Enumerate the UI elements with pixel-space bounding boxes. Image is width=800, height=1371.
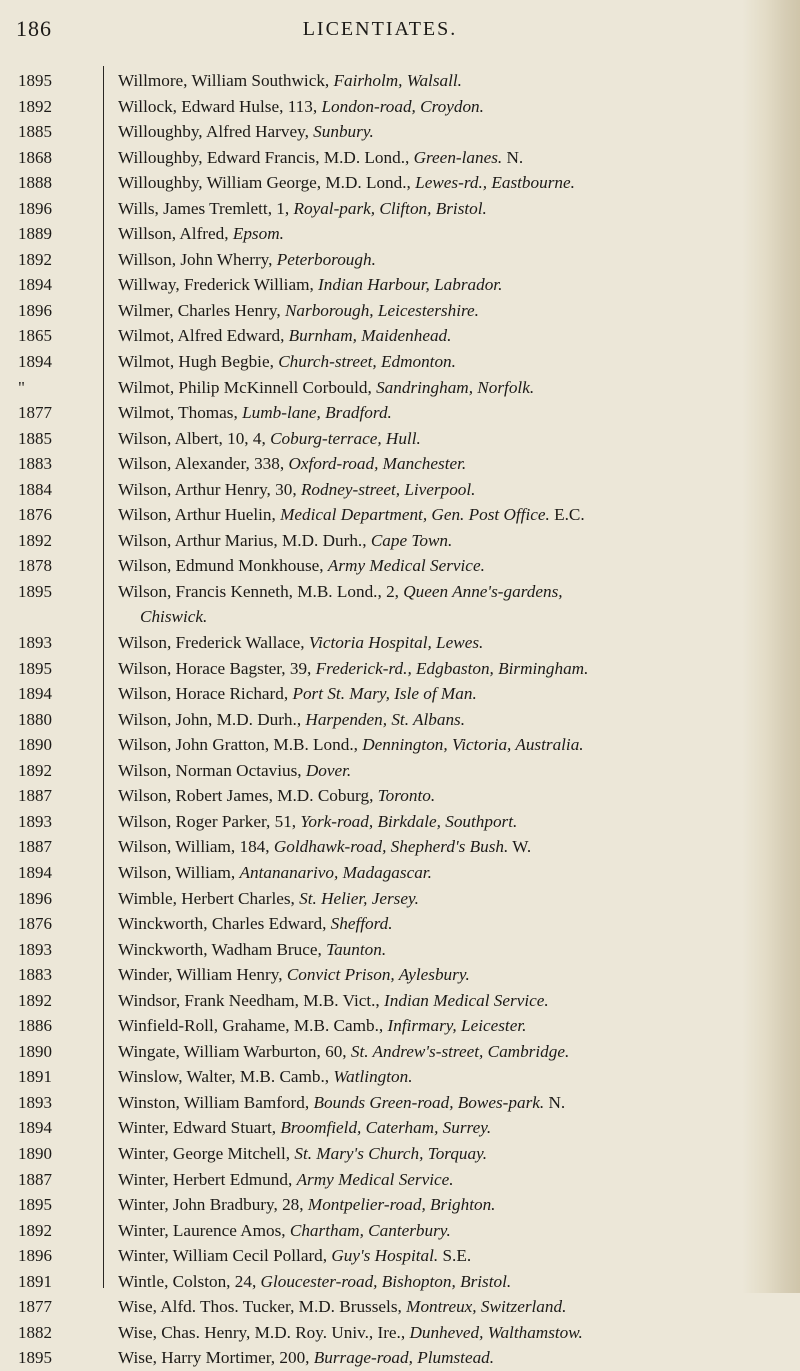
entry-name: Wilmot, Hugh Begbie, xyxy=(118,352,279,372)
entry-address: Guy's Hospital. xyxy=(331,1246,439,1266)
entry-year: 1887 xyxy=(18,786,52,806)
entry-address: Burnham, Maidenhead. xyxy=(288,326,452,346)
entry-text xyxy=(118,1090,758,1116)
list-item xyxy=(0,1218,800,1244)
entry-name: Wilson, Edmund Monkhouse, xyxy=(118,556,328,576)
entry-year: 1865 xyxy=(18,326,52,346)
list-item xyxy=(0,375,800,401)
entry-year: 1895 xyxy=(18,658,52,678)
entry-address: York-road, Birkdale, Southport. xyxy=(300,811,518,831)
entry-text xyxy=(118,68,758,94)
entry-name: Winter, William Cecil Pollard, xyxy=(118,1246,332,1266)
entry-address: Coburg-terrace, Hull. xyxy=(270,428,421,448)
entry-name: Wilson, William, 184, xyxy=(118,837,274,857)
list-item xyxy=(0,349,800,375)
list-item xyxy=(0,937,800,963)
entry-year: 1882 xyxy=(18,1322,52,1342)
entry-text xyxy=(118,221,758,247)
entry-address: Army Medical Service. xyxy=(296,1169,454,1189)
entry-name: Wimble, Herbert Charles, xyxy=(118,888,300,908)
entry-district: S.E. xyxy=(438,1246,472,1266)
list-item xyxy=(0,68,800,94)
entry-name: Winter, George Mitchell, xyxy=(118,1143,295,1163)
entry-name: Wilson, Arthur Marius, M.D. Durh., xyxy=(118,530,371,550)
entry-text xyxy=(118,298,758,324)
list-item xyxy=(0,247,800,273)
entry-name: Wilson, Horace Bagster, 39, xyxy=(118,658,316,678)
entry-name: Wills, James Tremlett, 1, xyxy=(118,198,294,218)
entry-name: Winfield-Roll, Grahame, M.B. Camb., xyxy=(118,1016,388,1036)
list-item xyxy=(0,630,800,656)
entry-text xyxy=(118,145,758,171)
entry-year: " xyxy=(18,377,25,397)
entry-text xyxy=(118,962,758,988)
entry-name: Wilson, Norman Octavius, xyxy=(118,760,306,780)
entry-year: 1896 xyxy=(18,198,52,218)
entry-year: 1892 xyxy=(18,249,52,269)
entry-address: Port St. Mary, Isle of Man. xyxy=(292,684,477,704)
list-item xyxy=(0,962,800,988)
list-item xyxy=(0,911,800,937)
entry-year: 1880 xyxy=(18,709,52,729)
entry-address: Watlington. xyxy=(333,1067,413,1087)
entry-address-continuation: Chiswick. xyxy=(140,607,208,627)
entry-name: Willock, Edward Hulse, 113, xyxy=(118,96,322,116)
list-item xyxy=(0,94,800,120)
entry-text xyxy=(118,886,758,912)
list-item xyxy=(0,681,800,707)
entry-address: Indian Harbour, Labrador. xyxy=(318,275,503,295)
entry-year: 1876 xyxy=(18,914,52,934)
entry-text xyxy=(118,119,758,145)
entry-text xyxy=(118,579,758,630)
entry-year: 1896 xyxy=(18,1246,52,1266)
entry-text xyxy=(118,988,758,1014)
list-item xyxy=(0,834,800,860)
entry-name: Wingate, William Warburton, 60, xyxy=(118,1041,351,1061)
entry-name: Willoughby, Edward Francis, M.D. Lond., xyxy=(118,147,414,167)
entry-address: Toronto. xyxy=(377,786,436,806)
entry-year: 1896 xyxy=(18,888,52,908)
entry-year: 1892 xyxy=(18,1220,52,1240)
page-number: 186 xyxy=(16,16,52,41)
entry-year: 1887 xyxy=(18,1169,52,1189)
entry-year: 1868 xyxy=(18,147,52,167)
entry-address: Oxford-road, Manchester. xyxy=(288,454,467,474)
entry-text xyxy=(118,1294,758,1320)
entry-year: 1891 xyxy=(18,1271,52,1291)
list-item xyxy=(0,1345,800,1371)
licentiate-list xyxy=(0,68,800,1371)
entry-text xyxy=(118,1167,758,1193)
entry-year: 1887 xyxy=(18,837,52,857)
entry-address: Antananarivo, Madagascar. xyxy=(239,862,432,882)
entry-name: Wilson, John, M.D. Durh., xyxy=(118,709,306,729)
entry-district: N. xyxy=(544,1092,566,1112)
entry-text xyxy=(118,681,758,707)
list-item xyxy=(0,1320,800,1346)
entry-address: Burrage-road, Plumstead. xyxy=(313,1348,495,1368)
entry-name: Wilson, Francis Kenneth, M.B. Lond., 2, xyxy=(118,581,404,601)
entry-address: Convict Prison, Aylesbury. xyxy=(286,965,470,985)
entry-name: Winter, Edward Stuart, xyxy=(118,1118,281,1138)
entry-year: 1894 xyxy=(18,862,52,882)
entry-year: 1888 xyxy=(18,173,52,193)
list-item xyxy=(0,323,800,349)
entry-name: Willway, Frederick William, xyxy=(118,275,319,295)
list-item xyxy=(0,426,800,452)
entry-text xyxy=(118,477,758,503)
list-item xyxy=(0,272,800,298)
entry-text xyxy=(118,170,758,196)
entry-name: Wintle, Colston, 24, xyxy=(118,1271,261,1291)
list-item xyxy=(0,298,800,324)
entry-text xyxy=(118,1013,758,1039)
entry-name: Willson, Alfred, xyxy=(118,224,233,244)
entry-address: Lumb-lane, Bradford. xyxy=(242,403,392,423)
entry-text xyxy=(118,1192,758,1218)
entry-year: 1896 xyxy=(18,300,52,320)
entry-text xyxy=(118,1141,758,1167)
list-item xyxy=(0,1064,800,1090)
entry-address: Sandringham, Norfolk. xyxy=(376,377,535,397)
list-item xyxy=(0,221,800,247)
entry-text xyxy=(118,732,758,758)
entry-text xyxy=(118,196,758,222)
entry-name: Windsor, Frank Needham, M.B. Vict., xyxy=(118,990,385,1010)
entry-year: 1886 xyxy=(18,1016,52,1036)
list-item xyxy=(0,145,800,171)
list-item xyxy=(0,528,800,554)
list-item xyxy=(0,1141,800,1167)
entry-year: 1883 xyxy=(18,965,52,985)
list-item xyxy=(0,656,800,682)
list-item xyxy=(0,196,800,222)
entry-name: Wilmot, Philip McKinnell Corbould, xyxy=(118,377,377,397)
entry-name: Wilson, Robert James, M.D. Coburg, xyxy=(118,786,378,806)
entry-year: 1892 xyxy=(18,530,52,550)
list-item xyxy=(0,1115,800,1141)
entry-address: Fairholm, Walsall. xyxy=(333,71,462,90)
entry-address: Goldhawk-road, Shepherd's Bush. xyxy=(273,837,509,857)
entry-address: Narborough, Leicestershire. xyxy=(284,300,479,320)
entry-text xyxy=(118,1320,758,1346)
entry-text xyxy=(118,1269,758,1295)
entry-year: 1892 xyxy=(18,990,52,1010)
entry-text xyxy=(118,528,758,554)
entry-text xyxy=(118,94,758,120)
running-head: LICENTIATES. xyxy=(302,18,458,40)
entry-year: 1895 xyxy=(18,581,52,601)
entry-address: Sunbury. xyxy=(313,122,374,142)
list-item xyxy=(0,170,800,196)
entry-name: Wilson, Arthur Henry, 30, xyxy=(118,479,301,499)
entry-name: Winckworth, Wadham Bruce, xyxy=(118,939,327,959)
entry-text xyxy=(118,451,758,477)
list-item xyxy=(0,707,800,733)
entry-name: Wilmot, Alfred Edward, xyxy=(118,326,289,346)
entry-address: Broomfield, Caterham, Surrey. xyxy=(280,1118,492,1138)
entry-text xyxy=(118,553,758,579)
entry-district: E.C. xyxy=(549,505,585,525)
entry-address: Chartham, Canterbury. xyxy=(289,1220,451,1240)
entry-district: N. xyxy=(502,147,524,167)
entry-text xyxy=(118,1218,758,1244)
list-item xyxy=(0,1013,800,1039)
entry-year: 1876 xyxy=(18,505,52,525)
list-item xyxy=(0,1167,800,1193)
entry-text xyxy=(118,247,758,273)
entry-name: Winter, Herbert Edmund, xyxy=(118,1169,297,1189)
list-item xyxy=(0,553,800,579)
entry-name: Wilson, Arthur Huelin, xyxy=(118,505,281,525)
list-item xyxy=(0,119,800,145)
entry-address: Dover. xyxy=(305,760,352,780)
entry-address: Frederick-rd., Edgbaston, Birmingham. xyxy=(315,658,589,678)
entry-text xyxy=(118,1243,758,1269)
entry-address: Army Medical Service. xyxy=(327,556,485,576)
entry-year: 1878 xyxy=(18,556,52,576)
entry-address: St. Andrew's-street, Cambridge. xyxy=(350,1041,570,1061)
entry-name: Wilson, Albert, 10, 4, xyxy=(118,428,271,448)
entry-text xyxy=(118,323,758,349)
entry-year: 1895 xyxy=(18,71,52,90)
entry-text xyxy=(118,1345,758,1371)
entry-year: 1890 xyxy=(18,735,52,755)
list-item xyxy=(0,451,800,477)
entry-address: Montreux, Switzerland. xyxy=(406,1297,567,1317)
entry-address: Epsom. xyxy=(232,224,284,244)
entry-address: Indian Medical Service. xyxy=(384,990,549,1010)
entry-address: Royal-park, Clifton, Bristol. xyxy=(293,198,487,218)
entry-year: 1894 xyxy=(18,352,52,372)
entry-address: Green-lanes. xyxy=(413,147,503,167)
entry-text xyxy=(118,707,758,733)
list-item xyxy=(0,400,800,426)
entry-name: Willmore, William Southwick, xyxy=(118,71,334,90)
entry-year: 1885 xyxy=(18,122,52,142)
entry-address: London-road, Croydon. xyxy=(321,96,484,116)
entry-year: 1895 xyxy=(18,1348,52,1368)
entry-name: Winslow, Walter, M.B. Camb., xyxy=(118,1067,334,1087)
entry-name: Winter, Laurence Amos, xyxy=(118,1220,290,1240)
entry-address: Dennington, Victoria, Australia. xyxy=(362,735,584,755)
entry-year: 1890 xyxy=(18,1143,52,1163)
entry-text xyxy=(118,809,758,835)
entry-name: Willson, John Wherry, xyxy=(118,249,277,269)
entry-year: 1894 xyxy=(18,275,52,295)
entry-year: 1893 xyxy=(18,633,52,653)
entry-name: Winckworth, Charles Edward, xyxy=(118,914,331,934)
entry-text xyxy=(118,1064,758,1090)
entry-address: Rodney-street, Liverpool. xyxy=(300,479,476,499)
list-item xyxy=(0,579,800,630)
entry-name: Wise, Chas. Henry, M.D. Roy. Univ., Ire., xyxy=(118,1322,410,1342)
entry-text xyxy=(118,272,758,298)
entry-year: 1893 xyxy=(18,939,52,959)
entry-year: 1890 xyxy=(18,1041,52,1061)
entry-name: Wilson, Frederick Wallace, xyxy=(118,633,309,653)
entry-name: Wilson, Roger Parker, 51, xyxy=(118,811,301,831)
list-item xyxy=(0,886,800,912)
entry-name: Winston, William Bamford, xyxy=(118,1092,314,1112)
entry-text xyxy=(118,630,758,656)
entry-text xyxy=(118,911,758,937)
list-item xyxy=(0,988,800,1014)
entry-address: Infirmary, Leicester. xyxy=(387,1016,527,1036)
entry-address: Church-street, Edmonton. xyxy=(278,352,456,372)
entry-text xyxy=(118,834,758,860)
entry-text xyxy=(118,656,758,682)
entry-address: Harpenden, St. Albans. xyxy=(305,709,466,729)
entry-address: Montpelier-road, Brighton. xyxy=(307,1195,496,1215)
list-item xyxy=(0,1039,800,1065)
entry-year: 1883 xyxy=(18,454,52,474)
list-item xyxy=(0,1192,800,1218)
list-item xyxy=(0,758,800,784)
list-item xyxy=(0,1269,800,1295)
entry-text xyxy=(118,502,758,528)
entry-year: 1885 xyxy=(18,428,52,448)
entry-district: W. xyxy=(508,837,532,857)
list-item xyxy=(0,783,800,809)
entry-text xyxy=(118,426,758,452)
entry-text xyxy=(118,783,758,809)
entry-address: Cape Town. xyxy=(370,530,453,550)
entry-year: 1894 xyxy=(18,1118,52,1138)
entry-text xyxy=(118,860,758,886)
entry-text xyxy=(118,937,758,963)
entry-name: Winder, William Henry, xyxy=(118,965,287,985)
entry-address: Bounds Green-road, Bowes-park. xyxy=(313,1092,545,1112)
entry-address: Queen Anne's-gardens, xyxy=(403,581,563,601)
entry-name: Wilson, John Gratton, M.B. Lond., xyxy=(118,735,363,755)
list-item xyxy=(0,1090,800,1116)
list-item xyxy=(0,477,800,503)
entry-address: Victoria Hospital, Lewes. xyxy=(308,633,484,653)
entry-text xyxy=(118,1039,758,1065)
entry-name: Wilson, Alexander, 338, xyxy=(118,454,289,474)
entry-year: 1892 xyxy=(18,96,52,116)
page-header xyxy=(0,4,800,44)
entry-year: 1892 xyxy=(18,760,52,780)
entry-address: Lewes-rd., Eastbourne. xyxy=(415,173,575,193)
list-item xyxy=(0,732,800,758)
entry-name: Winter, John Bradbury, 28, xyxy=(118,1195,308,1215)
entry-name: Wilmot, Thomas, xyxy=(118,403,243,423)
list-item xyxy=(0,1294,800,1320)
list-item xyxy=(0,1243,800,1269)
entry-year: 1877 xyxy=(18,1297,52,1317)
entry-year: 1893 xyxy=(18,1092,52,1112)
entry-year: 1877 xyxy=(18,403,52,423)
entry-address: Shefford. xyxy=(330,914,393,934)
entry-name: Wilson, Horace Richard, xyxy=(118,684,293,704)
entry-year: 1893 xyxy=(18,811,52,831)
entry-text xyxy=(118,400,758,426)
entry-address: Gloucester-road, Bishopton, Bristol. xyxy=(260,1271,512,1291)
list-item xyxy=(0,860,800,886)
entry-address: Taunton. xyxy=(326,939,387,959)
entry-year: 1894 xyxy=(18,684,52,704)
entry-text xyxy=(118,375,758,401)
entry-name: Willoughby, Alfred Harvey, xyxy=(118,122,314,142)
entry-name: Wise, Harry Mortimer, 200, xyxy=(118,1348,314,1368)
entry-address: Dunheved, Walthamstow. xyxy=(409,1322,583,1342)
entry-year: 1895 xyxy=(18,1195,52,1215)
entry-text xyxy=(118,1115,758,1141)
entry-address: Peterborough. xyxy=(276,249,376,269)
entry-text xyxy=(118,758,758,784)
entry-address: St. Mary's Church, Torquay. xyxy=(294,1143,488,1163)
entry-name: Wise, Alfd. Thos. Tucker, M.D. Brussels, xyxy=(118,1297,407,1317)
entry-year: 1884 xyxy=(18,479,52,499)
entry-year: 1891 xyxy=(18,1067,52,1087)
entry-name: Willoughby, William George, M.D. Lond., xyxy=(118,173,416,193)
entry-address: St. Helier, Jersey. xyxy=(299,888,419,908)
entry-name: Wilson, William, xyxy=(118,862,240,882)
list-item xyxy=(0,502,800,528)
entry-text xyxy=(118,349,758,375)
entry-year: 1889 xyxy=(18,224,52,244)
entry-address: Medical Department, Gen. Post Office. xyxy=(280,505,550,525)
list-item xyxy=(0,809,800,835)
entry-name: Wilmer, Charles Henry, xyxy=(118,300,285,320)
